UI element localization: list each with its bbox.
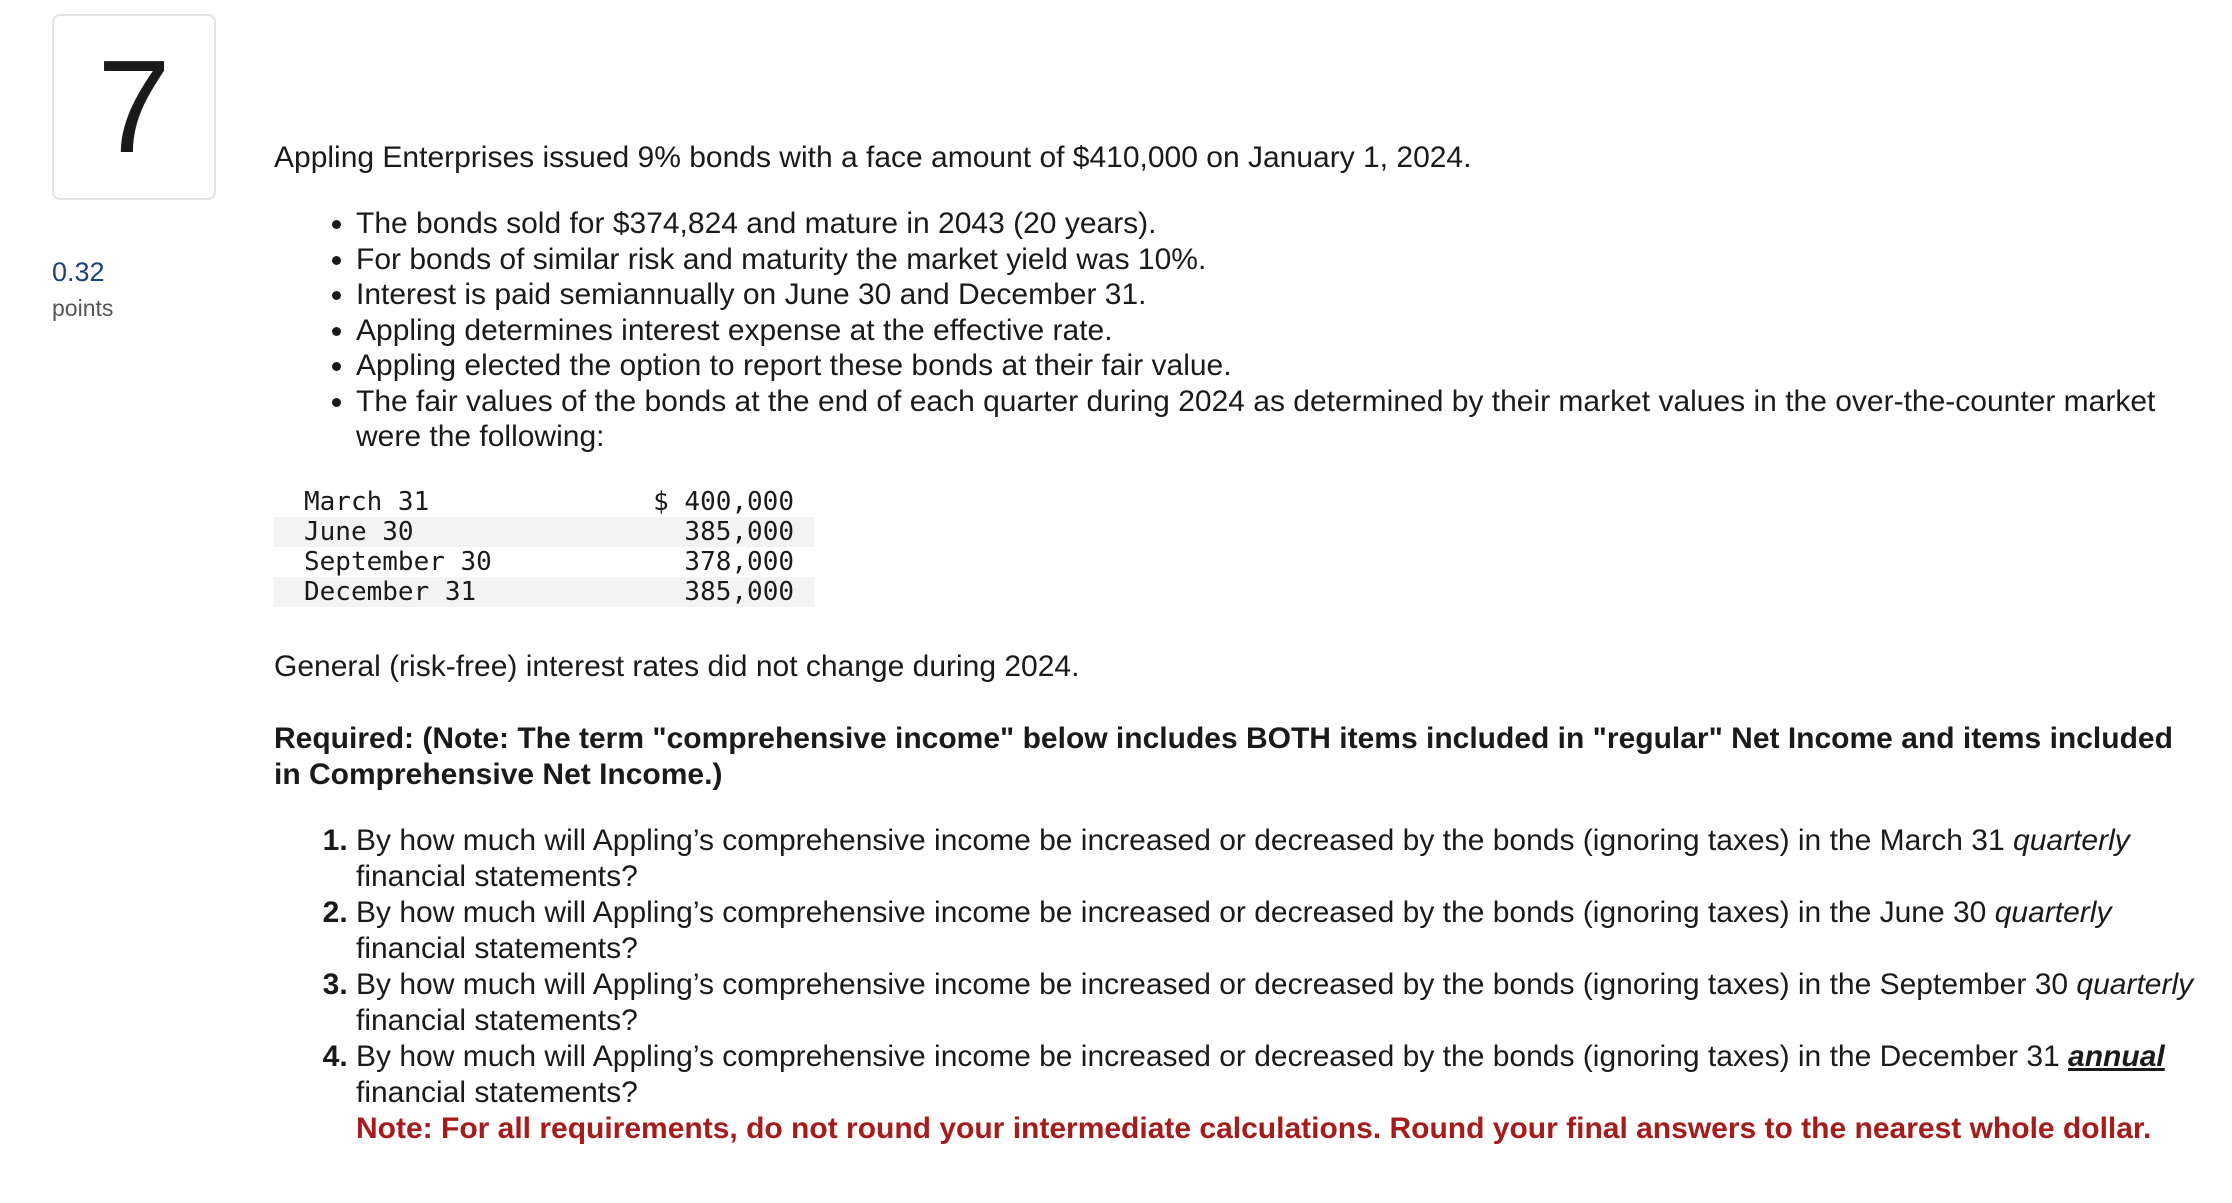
points-value: 0.32 — [52, 257, 105, 287]
bond-fact-item: • Appling determines interest expense at the effective rate. — [356, 313, 2194, 349]
bond-fact-item: • The fair values of the bonds at the end of each quarter during 2024 as determined by their market values in the over-the-counter market were the following: — [356, 384, 2194, 455]
requirement-text-end: financial statements? — [356, 859, 638, 893]
fair-value-date: December 31 — [274, 577, 576, 607]
fair-value-table — [274, 487, 814, 607]
requirement-text-end: financial statements? — [356, 1075, 638, 1109]
table-row — [274, 487, 814, 517]
requirement-text: By how much will Appling’s comprehensive income be increased or decreased by the bonds (ignoring taxes) in the March 31 — [356, 823, 2014, 857]
fair-value-amount: 385,000 — [576, 517, 814, 547]
question-number-box — [52, 14, 216, 200]
bond-facts-list — [274, 206, 2194, 455]
requirements-list — [274, 823, 2194, 1147]
table-row — [274, 577, 814, 607]
requirement-item — [356, 1039, 2194, 1147]
required-heading: Required: (Note: The term "comprehensive income" below includes BOTH items included in "regular" Net Income and items included in Comprehensive Net Income.) — [274, 721, 2173, 791]
table-row — [274, 547, 814, 577]
requirement-text: By how much will Appling’s comprehensive income be increased or decreased by the bonds (ignoring taxes) in the December 31 — [356, 1039, 2069, 1073]
requirement-item — [356, 823, 2194, 895]
points-label: points — [52, 295, 114, 321]
table-row — [274, 517, 814, 547]
fair-value-amount: $ 400,000 — [653, 486, 794, 517]
question-number: 7 — [97, 33, 171, 180]
requirement-text: By how much will Appling’s comprehensive income be increased or decreased by the bonds (ignoring taxes) in the June 30 — [356, 895, 1995, 929]
question-content — [274, 140, 2194, 1147]
fair-value-date: June 30 — [274, 517, 576, 547]
requirement-item — [356, 895, 2194, 967]
bond-fact-item: • Appling elected the option to report these bonds at their fair value. — [356, 348, 2194, 384]
bond-fact-item: • For bonds of similar risk and maturity the market yield was 10%. — [356, 242, 2194, 278]
requirement-emphasis: quarterly — [2076, 967, 2194, 1001]
general-rates-statement: General (risk-free) interest rates did not change during 2024. — [274, 649, 1080, 683]
requirement-text-end: financial statements? — [356, 1003, 638, 1037]
fair-value-date: September 30 — [304, 546, 492, 577]
requirement-emphasis: quarterly — [2013, 823, 2130, 857]
requirement-item — [356, 967, 2194, 1039]
fair-value-amount: 385,000 — [576, 577, 814, 607]
question-intro: Appling Enterprises issued 9% bonds with a face amount of $410,000 on January 1, 2024. — [274, 141, 1472, 174]
fair-value-date: March 31 — [304, 486, 430, 517]
bond-fact-item: • Interest is paid semiannually on June 30 and December 31. — [356, 277, 2194, 313]
requirement-text-end: financial statements? — [356, 931, 638, 965]
requirement-emphasis: annual — [2068, 1039, 2165, 1073]
fair-value-amount: 378,000 — [684, 546, 794, 577]
bond-fact-item: • The bonds sold for $374,824 and mature in 2043 (20 years). — [356, 206, 2194, 242]
requirement-emphasis: quarterly — [1994, 895, 2112, 929]
requirement-text: By how much will Appling’s comprehensive income be increased or decreased by the bonds (ignoring taxes) in the September 30 — [356, 967, 2077, 1001]
rounding-note: Note: For all requirements, do not round your intermediate calculations. Round your final answers to the nearest whole dollar. — [356, 1111, 2152, 1145]
